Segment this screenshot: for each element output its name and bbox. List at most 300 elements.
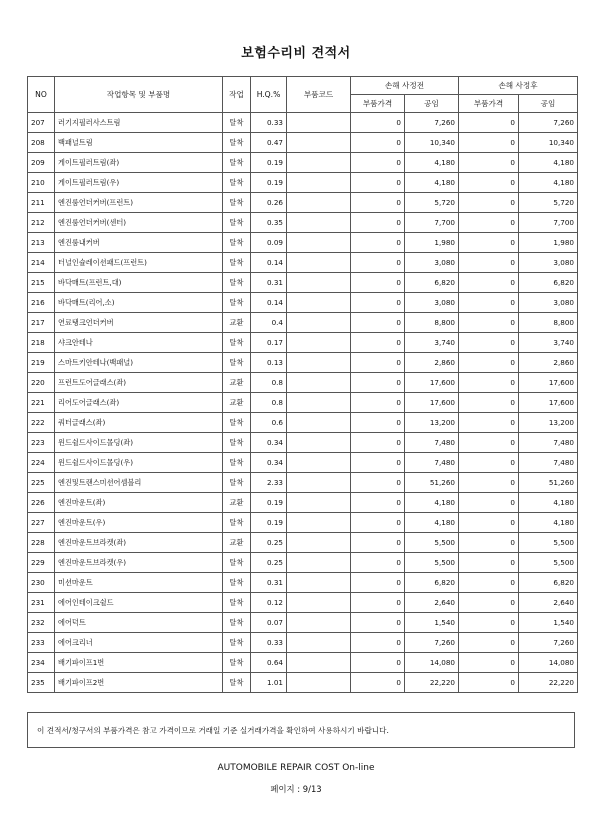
row-hq: 0.26: [251, 193, 287, 213]
row-item-name: 게이트필러트림(우): [55, 173, 223, 193]
table-row: [28, 113, 578, 133]
row-hq: 0.8: [251, 393, 287, 413]
price-notice: 이 견적서/청구서의 부품가격은 참고 가격이므로 거래일 기준 실거래가격을 확인하여 사용하시기 바랍니다.: [27, 712, 575, 748]
table-row: [28, 593, 578, 613]
row-item-name: 엔진마운트브라켓(좌): [55, 533, 223, 553]
row-after-part-price: 0: [459, 293, 519, 313]
row-after-part-price: 0: [459, 313, 519, 333]
row-before-part-price: 0: [351, 253, 405, 273]
row-part-code: [287, 573, 351, 593]
row-item-name: 쿼터글래스(좌): [55, 413, 223, 433]
row-after-part-price: 0: [459, 533, 519, 553]
page-number: 페이지 : 9/13: [270, 784, 322, 794]
row-after-part-price: 0: [459, 133, 519, 153]
estimate-table: [27, 76, 578, 693]
row-no: 213: [28, 233, 55, 253]
row-item-name: 엔진룸언더커버(센터): [55, 213, 223, 233]
row-part-code: [287, 453, 351, 473]
row-work-type: 탈착: [223, 353, 251, 373]
row-hq: 0.8: [251, 373, 287, 393]
row-no: 207: [28, 113, 55, 133]
row-part-code: [287, 373, 351, 393]
row-before-part-price: 0: [351, 653, 405, 673]
row-item-name: 러기지필러사스트림: [55, 113, 223, 133]
row-hq: 0.19: [251, 173, 287, 193]
row-before-part-price: 0: [351, 313, 405, 333]
row-after-labor: 6,820: [519, 573, 578, 593]
row-item-name: 프런트도어글래스(좌): [55, 373, 223, 393]
row-no: 231: [28, 593, 55, 613]
row-before-labor: 4,180: [405, 153, 459, 173]
row-after-labor: 7,480: [519, 453, 578, 473]
row-no: 210: [28, 173, 55, 193]
row-before-part-price: 0: [351, 273, 405, 293]
row-item-name: 배기파이프1번: [55, 653, 223, 673]
row-no: 227: [28, 513, 55, 533]
row-before-labor: 5,500: [405, 553, 459, 573]
row-part-code: [287, 413, 351, 433]
row-after-part-price: 0: [459, 393, 519, 413]
row-before-part-price: 0: [351, 193, 405, 213]
row-work-type: 탈착: [223, 433, 251, 453]
row-part-code: [287, 353, 351, 373]
row-before-part-price: 0: [351, 473, 405, 493]
row-work-type: 탈착: [223, 653, 251, 673]
row-after-part-price: 0: [459, 153, 519, 173]
row-before-labor: 5,500: [405, 533, 459, 553]
row-part-code: [287, 313, 351, 333]
row-part-code: [287, 393, 351, 413]
row-no: 234: [28, 653, 55, 673]
row-before-labor: 14,080: [405, 653, 459, 673]
header-no: NO: [28, 77, 55, 113]
row-part-code: [287, 333, 351, 353]
table-row: [28, 453, 578, 473]
row-hq: 0.13: [251, 353, 287, 373]
row-part-code: [287, 613, 351, 633]
row-item-name: 에어인테이크쉴드: [55, 593, 223, 613]
row-before-labor: 6,820: [405, 573, 459, 593]
table-row: [28, 193, 578, 213]
row-no: 211: [28, 193, 55, 213]
row-item-name: 윈드쉴드사이드몰딩(좌): [55, 433, 223, 453]
row-work-type: 교환: [223, 313, 251, 333]
table-row: [28, 633, 578, 653]
row-after-labor: 4,180: [519, 493, 578, 513]
row-after-labor: 17,600: [519, 393, 578, 413]
row-item-name: 엔진룸내커버: [55, 233, 223, 253]
row-before-labor: 3,080: [405, 253, 459, 273]
row-after-part-price: 0: [459, 473, 519, 493]
row-after-part-price: 0: [459, 113, 519, 133]
header-after-part-price: 부품가격: [459, 95, 519, 113]
row-work-type: 탈착: [223, 273, 251, 293]
row-after-part-price: 0: [459, 553, 519, 573]
row-part-code: [287, 253, 351, 273]
row-before-part-price: 0: [351, 633, 405, 653]
row-after-part-price: 0: [459, 333, 519, 353]
row-before-labor: 6,820: [405, 273, 459, 293]
row-after-part-price: 0: [459, 493, 519, 513]
row-before-part-price: 0: [351, 293, 405, 313]
row-work-type: 탈착: [223, 513, 251, 533]
row-work-type: 교환: [223, 493, 251, 513]
estimate-rows: [28, 113, 578, 693]
table-row: [28, 573, 578, 593]
row-part-code: [287, 473, 351, 493]
row-no: 226: [28, 493, 55, 513]
row-before-labor: 4,180: [405, 493, 459, 513]
row-no: 224: [28, 453, 55, 473]
row-hq: 0.19: [251, 153, 287, 173]
row-after-labor: 5,500: [519, 533, 578, 553]
row-before-labor: 8,800: [405, 313, 459, 333]
table-row: [28, 433, 578, 453]
row-part-code: [287, 433, 351, 453]
row-work-type: 탈착: [223, 573, 251, 593]
row-after-part-price: 0: [459, 373, 519, 393]
row-hq: 0.64: [251, 653, 287, 673]
table-row: [28, 673, 578, 693]
row-after-labor: 17,600: [519, 373, 578, 393]
table-row: [28, 213, 578, 233]
row-no: 217: [28, 313, 55, 333]
row-part-code: [287, 273, 351, 293]
row-no: 221: [28, 393, 55, 413]
row-hq: 0.25: [251, 553, 287, 573]
row-part-code: [287, 673, 351, 693]
row-before-labor: 1,980: [405, 233, 459, 253]
row-no: 220: [28, 373, 55, 393]
row-hq: 0.35: [251, 213, 287, 233]
row-before-labor: 17,600: [405, 393, 459, 413]
row-before-labor: 7,260: [405, 633, 459, 653]
row-before-labor: 2,640: [405, 593, 459, 613]
row-after-labor: 10,340: [519, 133, 578, 153]
row-after-part-price: 0: [459, 193, 519, 213]
row-after-labor: 3,080: [519, 293, 578, 313]
row-before-labor: 3,740: [405, 333, 459, 353]
row-part-code: [287, 213, 351, 233]
row-no: 233: [28, 633, 55, 653]
row-work-type: 탈착: [223, 133, 251, 153]
row-work-type: 탈착: [223, 153, 251, 173]
row-hq: 0.14: [251, 253, 287, 273]
table-row: [28, 473, 578, 493]
row-no: 229: [28, 553, 55, 573]
row-before-part-price: 0: [351, 213, 405, 233]
row-work-type: 탈착: [223, 453, 251, 473]
row-after-part-price: 0: [459, 633, 519, 653]
row-hq: 0.17: [251, 333, 287, 353]
row-work-type: 탈착: [223, 593, 251, 613]
row-after-labor: 3,740: [519, 333, 578, 353]
table-row: [28, 273, 578, 293]
row-item-name: 엔진마운트(좌): [55, 493, 223, 513]
row-part-code: [287, 493, 351, 513]
row-work-type: 탈착: [223, 633, 251, 653]
row-before-part-price: 0: [351, 573, 405, 593]
table-row: [28, 173, 578, 193]
row-part-code: [287, 633, 351, 653]
footer-brand: AUTOMOBILE REPAIR COST On-line: [217, 763, 375, 773]
header-item: 작업항목 및 부품명: [55, 77, 223, 113]
row-item-name: 바닥매트(리어,소): [55, 293, 223, 313]
row-before-part-price: 0: [351, 673, 405, 693]
row-hq: 0.31: [251, 273, 287, 293]
row-before-part-price: 0: [351, 513, 405, 533]
table-row: [28, 613, 578, 633]
row-part-code: [287, 193, 351, 213]
row-after-labor: 5,500: [519, 553, 578, 573]
table-row: [28, 333, 578, 353]
row-after-part-price: 0: [459, 253, 519, 273]
row-part-code: [287, 233, 351, 253]
row-before-labor: 5,720: [405, 193, 459, 213]
row-after-labor: 14,080: [519, 653, 578, 673]
row-after-labor: 4,180: [519, 513, 578, 533]
row-after-part-price: 0: [459, 273, 519, 293]
header-work: 작업: [223, 77, 251, 113]
row-work-type: 탈착: [223, 613, 251, 633]
row-item-name: 스마트키안테나(백패널): [55, 353, 223, 373]
row-hq: 0.19: [251, 493, 287, 513]
table-row: [28, 353, 578, 373]
table-row: [28, 553, 578, 573]
row-no: 222: [28, 413, 55, 433]
row-before-labor: 13,200: [405, 413, 459, 433]
row-item-name: 바닥매트(프런트,대): [55, 273, 223, 293]
header-after-labor: 공임: [519, 95, 578, 113]
table-row: [28, 313, 578, 333]
row-after-part-price: 0: [459, 213, 519, 233]
header-after-assessment: 손해 사정후: [459, 77, 578, 95]
row-before-part-price: 0: [351, 413, 405, 433]
row-after-labor: 51,260: [519, 473, 578, 493]
row-after-labor: 8,800: [519, 313, 578, 333]
row-after-part-price: 0: [459, 453, 519, 473]
row-work-type: 탈착: [223, 193, 251, 213]
table-row: [28, 153, 578, 173]
row-before-part-price: 0: [351, 113, 405, 133]
table-row: [28, 413, 578, 433]
row-hq: 0.09: [251, 233, 287, 253]
row-before-labor: 17,600: [405, 373, 459, 393]
header-hq: H.Q.%: [251, 77, 287, 113]
row-work-type: 탈착: [223, 553, 251, 573]
row-no: 228: [28, 533, 55, 553]
row-before-labor: 2,860: [405, 353, 459, 373]
table-row: [28, 653, 578, 673]
row-after-part-price: 0: [459, 653, 519, 673]
row-no: 215: [28, 273, 55, 293]
row-before-labor: 7,480: [405, 453, 459, 473]
row-item-name: 게이트필러트림(좌): [55, 153, 223, 173]
row-part-code: [287, 293, 351, 313]
document-title: 보험수리비 견적서: [241, 46, 351, 61]
row-after-part-price: 0: [459, 173, 519, 193]
row-work-type: 탈착: [223, 233, 251, 253]
row-hq: 0.25: [251, 533, 287, 553]
row-work-type: 탈착: [223, 293, 251, 313]
table-row: [28, 253, 578, 273]
row-part-code: [287, 593, 351, 613]
row-no: 214: [28, 253, 55, 273]
table-row: [28, 393, 578, 413]
row-before-part-price: 0: [351, 613, 405, 633]
row-before-part-price: 0: [351, 333, 405, 353]
table-row: [28, 373, 578, 393]
row-no: 208: [28, 133, 55, 153]
row-work-type: 교환: [223, 373, 251, 393]
row-after-labor: 1,540: [519, 613, 578, 633]
row-part-code: [287, 513, 351, 533]
row-item-name: 샤크안테나: [55, 333, 223, 353]
row-after-part-price: 0: [459, 413, 519, 433]
header-before-labor: 공임: [405, 95, 459, 113]
row-after-labor: 2,640: [519, 593, 578, 613]
row-item-name: 엔진룸언더커버(프런트): [55, 193, 223, 213]
row-no: 225: [28, 473, 55, 493]
row-after-labor: 2,860: [519, 353, 578, 373]
row-item-name: 리어도어글래스(좌): [55, 393, 223, 413]
header-before-part-price: 부품가격: [351, 95, 405, 113]
row-before-part-price: 0: [351, 553, 405, 573]
row-item-name: 백패널트림: [55, 133, 223, 153]
row-before-labor: 3,080: [405, 293, 459, 313]
row-work-type: 탈착: [223, 473, 251, 493]
row-after-labor: 7,260: [519, 633, 578, 653]
table-row: [28, 533, 578, 553]
row-hq: 2.33: [251, 473, 287, 493]
row-after-part-price: 0: [459, 573, 519, 593]
row-after-part-price: 0: [459, 613, 519, 633]
row-item-name: 엔진및트랜스미션어셈블리: [55, 473, 223, 493]
row-before-labor: 7,700: [405, 213, 459, 233]
row-after-labor: 7,260: [519, 113, 578, 133]
row-before-labor: 4,180: [405, 513, 459, 533]
row-after-labor: 1,980: [519, 233, 578, 253]
row-after-labor: 7,480: [519, 433, 578, 453]
row-before-labor: 4,180: [405, 173, 459, 193]
row-part-code: [287, 153, 351, 173]
row-item-name: 에어덕트: [55, 613, 223, 633]
header-before-assessment: 손해 사정전: [351, 77, 459, 95]
row-no: 230: [28, 573, 55, 593]
row-after-labor: 4,180: [519, 173, 578, 193]
table-row: [28, 513, 578, 533]
row-work-type: 교환: [223, 393, 251, 413]
row-before-part-price: 0: [351, 433, 405, 453]
row-hq: 0.47: [251, 133, 287, 153]
row-before-part-price: 0: [351, 393, 405, 413]
row-item-name: 엔진마운트(우): [55, 513, 223, 533]
row-item-name: 에어크리너: [55, 633, 223, 653]
table-row: [28, 293, 578, 313]
row-before-part-price: 0: [351, 173, 405, 193]
row-after-part-price: 0: [459, 433, 519, 453]
row-hq: 0.33: [251, 113, 287, 133]
row-no: 232: [28, 613, 55, 633]
table-row: [28, 233, 578, 253]
row-work-type: 탈착: [223, 213, 251, 233]
row-part-code: [287, 113, 351, 133]
row-before-part-price: 0: [351, 233, 405, 253]
row-hq: 0.19: [251, 513, 287, 533]
row-before-labor: 51,260: [405, 473, 459, 493]
row-hq: 0.34: [251, 453, 287, 473]
row-work-type: 탈착: [223, 113, 251, 133]
row-before-labor: 10,340: [405, 133, 459, 153]
row-hq: 0.14: [251, 293, 287, 313]
row-after-part-price: 0: [459, 673, 519, 693]
row-work-type: 탈착: [223, 173, 251, 193]
row-no: 218: [28, 333, 55, 353]
row-before-part-price: 0: [351, 133, 405, 153]
row-hq: 0.12: [251, 593, 287, 613]
row-after-part-price: 0: [459, 233, 519, 253]
row-work-type: 탈착: [223, 253, 251, 273]
row-item-name: 배기파이프2번: [55, 673, 223, 693]
row-part-code: [287, 173, 351, 193]
row-hq: 0.4: [251, 313, 287, 333]
row-after-labor: 7,700: [519, 213, 578, 233]
row-after-part-price: 0: [459, 513, 519, 533]
row-hq: 1.01: [251, 673, 287, 693]
row-before-labor: 7,480: [405, 433, 459, 453]
row-before-part-price: 0: [351, 493, 405, 513]
row-before-labor: 1,540: [405, 613, 459, 633]
row-hq: 0.33: [251, 633, 287, 653]
table-row: [28, 133, 578, 153]
row-hq: 0.31: [251, 573, 287, 593]
row-no: 223: [28, 433, 55, 453]
row-before-labor: 7,260: [405, 113, 459, 133]
row-after-labor: 6,820: [519, 273, 578, 293]
row-after-part-price: 0: [459, 593, 519, 613]
row-item-name: 엔진마운트브라켓(우): [55, 553, 223, 573]
row-after-labor: 4,180: [519, 153, 578, 173]
row-before-part-price: 0: [351, 453, 405, 473]
row-part-code: [287, 533, 351, 553]
row-after-labor: 22,220: [519, 673, 578, 693]
row-no: 216: [28, 293, 55, 313]
row-part-code: [287, 133, 351, 153]
row-part-code: [287, 653, 351, 673]
row-item-name: 터널인슐레이션패드(프런트): [55, 253, 223, 273]
row-after-labor: 13,200: [519, 413, 578, 433]
row-before-labor: 22,220: [405, 673, 459, 693]
row-after-labor: 3,080: [519, 253, 578, 273]
row-part-code: [287, 553, 351, 573]
row-no: 212: [28, 213, 55, 233]
row-after-labor: 5,720: [519, 193, 578, 213]
row-work-type: 교환: [223, 533, 251, 553]
table-row: [28, 493, 578, 513]
row-before-part-price: 0: [351, 593, 405, 613]
row-hq: 0.6: [251, 413, 287, 433]
header-part-code: 부품코드: [287, 77, 351, 113]
row-item-name: 윈드쉴드사이드몰딩(우): [55, 453, 223, 473]
row-work-type: 탈착: [223, 673, 251, 693]
row-work-type: 탈착: [223, 333, 251, 353]
row-item-name: 미션마운트: [55, 573, 223, 593]
row-before-part-price: 0: [351, 533, 405, 553]
row-no: 219: [28, 353, 55, 373]
row-after-part-price: 0: [459, 353, 519, 373]
row-no: 235: [28, 673, 55, 693]
row-before-part-price: 0: [351, 353, 405, 373]
